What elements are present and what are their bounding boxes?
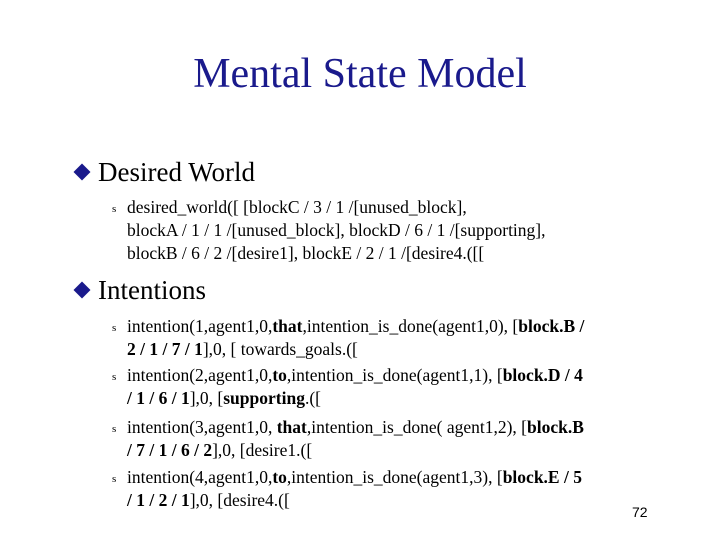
diamond-bullet-icon <box>74 164 91 181</box>
small-s-bullet-icon: s <box>112 423 117 435</box>
desired-world-line: desired_world([ [blockC / 3 / 1 /[unused_block], <box>127 197 467 217</box>
small-s-bullet-icon: s <box>112 473 117 485</box>
intention-text: intention(1,agent1,0,that,intention_is_done(agent1,0), [block.B / 2 / 1 / 7 / 1],0, [ towards_goals.([ <box>127 316 585 359</box>
diamond-bullet-icon <box>74 282 91 299</box>
intention-text: intention(4,agent1,0,to,intention_is_done(agent1,3), [block.E / 5 / 1 / 2 / 1],0, [desire4.([ <box>127 467 582 510</box>
slide-title: Mental State Model <box>193 51 527 97</box>
desired-world-line: blockA / 1 / 1 /[unused_block], blockD / 6 / 1 /[supporting], <box>127 220 546 240</box>
page-number: 72 <box>632 504 648 520</box>
small-s-bullet-icon: s <box>112 322 117 334</box>
small-s-bullet-icon: s <box>112 203 117 215</box>
intention-text: intention(3,agent1,0, that,intention_is_done( agent1,2), [block.B / 7 / 1 / 6 / 2],0, [desire1.([ <box>127 417 584 460</box>
section-heading: Desired World <box>98 157 256 187</box>
desired-world-line: blockB / 6 / 2 /[desire1], blockE / 2 / 1 /[desire4.([[ <box>127 243 485 263</box>
intention-text: intention(2,agent1,0,to,intention_is_done(agent1,1), [block.D / 4 / 1 / 6 / 1],0, [supporting.([ <box>127 365 583 408</box>
section-heading: Intentions <box>98 275 206 305</box>
small-s-bullet-icon: s <box>112 371 117 383</box>
